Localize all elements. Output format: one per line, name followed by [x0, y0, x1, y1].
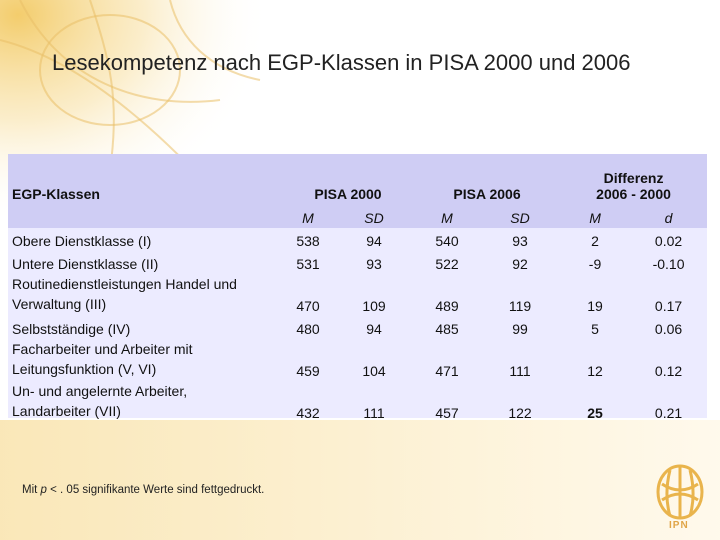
- header-difference: [560, 154, 707, 202]
- table-cell: 0.21: [654, 405, 683, 421]
- table-cell: 432: [296, 405, 320, 421]
- footnote-after: < . 05 signifikante Werte sind fettgedruckt.: [46, 484, 265, 496]
- subheader-spacer: [8, 202, 282, 226]
- table-cell: 119: [508, 298, 532, 314]
- table-cell: -0.10: [652, 256, 685, 272]
- table-cell: 19: [587, 298, 603, 314]
- table-row: [8, 337, 707, 379]
- row-label-line: Un- und angelernte Arbeiter,: [12, 383, 188, 399]
- table-cell: 480: [296, 321, 320, 337]
- row-label: [8, 314, 282, 337]
- row-label: [8, 337, 282, 379]
- table-cell: 104: [362, 363, 386, 379]
- table-cell: 12: [587, 363, 603, 379]
- table-cell: 25: [587, 405, 603, 421]
- table-cell: 540: [435, 233, 459, 249]
- table-row: [8, 226, 707, 249]
- row-label: [8, 226, 282, 249]
- table-cell: 5: [591, 321, 599, 337]
- data-table: [8, 154, 707, 421]
- table-row: [8, 314, 707, 337]
- table-cell: 485: [435, 321, 459, 337]
- table-cell: 522: [435, 256, 459, 272]
- table-row: [8, 272, 707, 314]
- table-row: [8, 379, 707, 421]
- table-cell: 471: [435, 363, 459, 379]
- footnote-before: Mit: [22, 484, 41, 496]
- results-table: [8, 154, 707, 421]
- table-cell: 99: [512, 321, 528, 337]
- header-pisa-2000: PISA 2000: [314, 186, 382, 202]
- row-label: [8, 272, 282, 314]
- table-cell: 111: [363, 405, 385, 421]
- table-cell: 470: [296, 298, 320, 314]
- subheader-d: d: [664, 210, 673, 226]
- table-cell: 0.02: [654, 233, 683, 249]
- row-label-line: Routinedienstleistungen Handel und: [12, 276, 237, 292]
- table-row: [8, 249, 707, 272]
- table-cell: -9: [588, 256, 602, 272]
- table-cell: 109: [362, 298, 386, 314]
- table-cell: 94: [366, 321, 382, 337]
- header-difference-line1: Differenz: [603, 170, 664, 186]
- table-cell: 122: [508, 405, 532, 421]
- table-cell: 2: [591, 233, 599, 249]
- header-egp: EGP-Klassen: [12, 186, 100, 202]
- subheader-sd-2000: SD: [364, 210, 384, 226]
- row-label-line: Untere Dienstklasse (II): [12, 256, 159, 272]
- row-label-line: Selbstständige (IV): [12, 321, 131, 337]
- table-cell: 457: [435, 405, 459, 421]
- header-difference-line2: 2006 - 2000: [596, 186, 671, 202]
- table-cell: 92: [512, 256, 528, 272]
- subheader-sd-2006: SD: [510, 210, 530, 226]
- table-cell: 111: [509, 363, 531, 379]
- footnote-p: p: [40, 484, 47, 496]
- table-cell: 489: [435, 298, 459, 314]
- table-cell: 93: [512, 233, 528, 249]
- table-cell: 0.06: [654, 321, 683, 337]
- row-label-line: Leitungsfunktion (V, VI): [12, 361, 157, 377]
- row-label: [8, 379, 282, 421]
- footnote: [22, 484, 264, 496]
- table-cell: 0.17: [654, 298, 683, 314]
- subheader-m-diff: M: [589, 210, 601, 226]
- subheader-m-2000: M: [302, 210, 314, 226]
- subheader-m-2006: M: [441, 210, 453, 226]
- row-label-line: Verwaltung (III): [12, 296, 107, 312]
- logo-text: IPN: [669, 520, 689, 531]
- row-label-line: Landarbeiter (VII): [12, 403, 121, 419]
- row-label-line: Obere Dienstklasse (I): [12, 233, 152, 249]
- table-cell: 94: [366, 233, 382, 249]
- header-pisa-2006: PISA 2006: [453, 186, 521, 202]
- table-cell: 531: [296, 256, 320, 272]
- table-cell: 538: [296, 233, 320, 249]
- row-label-line: Facharbeiter und Arbeiter mit: [12, 341, 193, 357]
- row-label: [8, 249, 282, 272]
- slide-title: Lesekompetenz nach EGP-Klassen in PISA 2000 und 2006: [52, 50, 631, 75]
- table-cell: 0.12: [654, 363, 683, 379]
- table-cell: 93: [366, 256, 382, 272]
- table-cell: 459: [296, 363, 320, 379]
